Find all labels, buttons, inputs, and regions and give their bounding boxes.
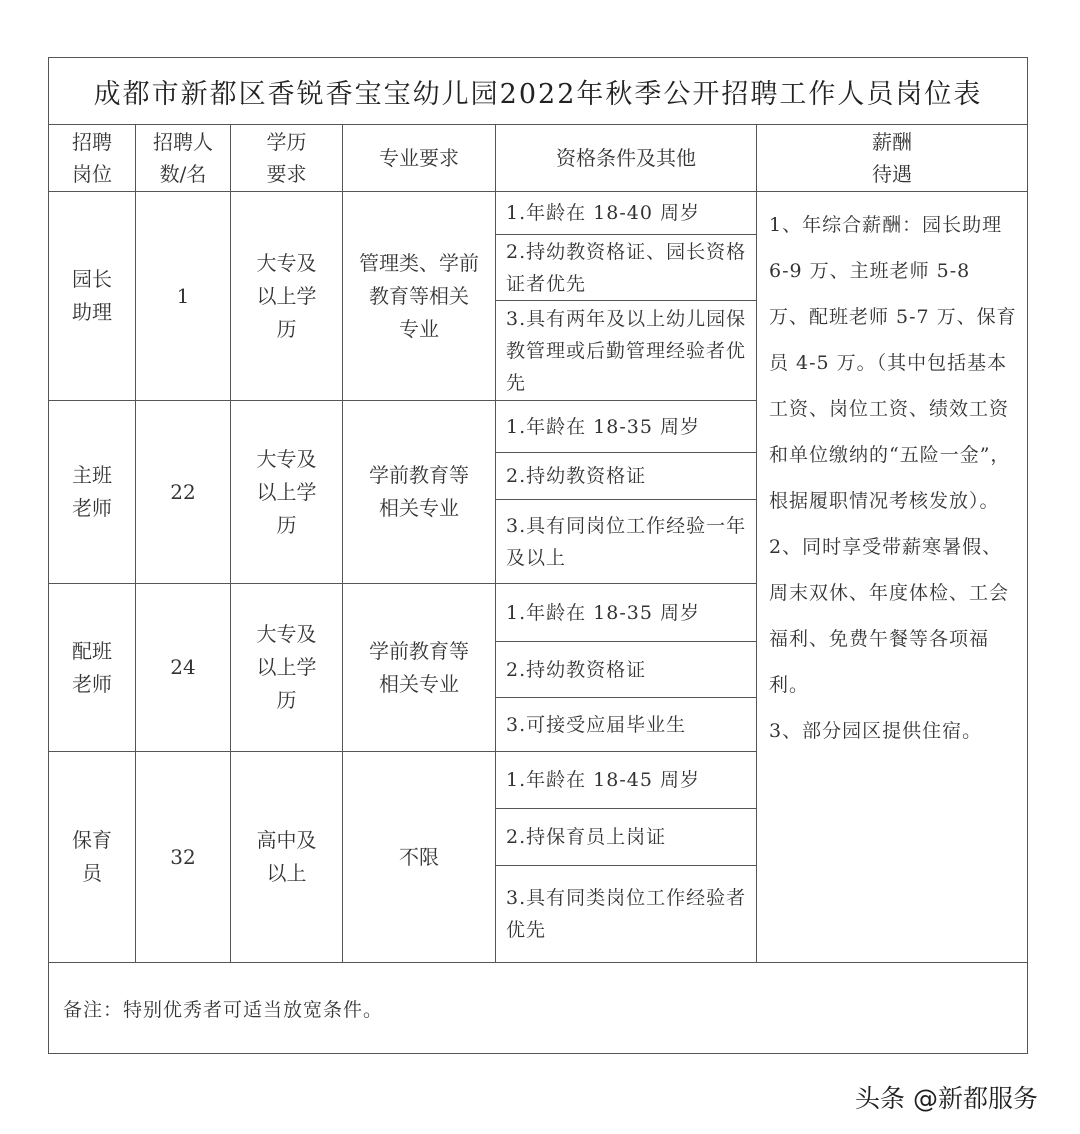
header-post: 招聘 岗位 [49,125,136,192]
header-education: 学历 要求 [231,125,343,192]
salary-cell [757,192,1028,963]
requirement-cell: 1.年龄在 18-35 周岁 [496,584,757,642]
recruitment-table [48,57,1028,1054]
requirement-cell: 3.具有两年及以上幼儿园保教管理或后勤管理经验者优先 [496,301,757,401]
requirement-cell: 2.持幼教资格证 [496,642,757,698]
table-title: 成都市新都区香锐香宝宝幼儿园2022年秋季公开招聘工作人员岗位表 [49,58,1028,125]
education-cell: 大专及 以上学 历 [231,192,343,401]
requirement-cell: 1.年龄在 18-40 周岁 [496,192,757,235]
education-cell: 高中及 以上 [231,752,343,963]
count-cell: 32 [136,752,231,963]
header-qualifications: 资格条件及其他 [496,125,757,192]
count-cell: 24 [136,584,231,752]
major-cell: 不限 [343,752,496,963]
post-cell: 主班 老师 [49,401,136,584]
header-salary: 薪酬 待遇 [757,125,1028,192]
requirement-cell: 2.持保育员上岗证 [496,809,757,866]
post-cell: 保育 员 [49,752,136,963]
salary-item-3: 3、部分园区提供住宿。 [769,720,983,742]
count-cell: 22 [136,401,231,584]
requirement-cell: 3.可接受应届毕业生 [496,698,757,752]
major-cell: 学前教育等 相关专业 [343,401,496,584]
major-cell: 学前教育等 相关专业 [343,584,496,752]
header-count: 招聘人 数/名 [136,125,231,192]
post-cell: 配班 老师 [49,584,136,752]
requirement-cell: 2.持幼教资格证 [496,453,757,500]
requirement-cell: 1.年龄在 18-45 周岁 [496,752,757,809]
salary-item-2: 2、同时享受带薪寒暑假、周末双休、年度体检、工会福利、免费午餐等各项福利。 [769,536,1010,696]
post-cell: 园长 助理 [49,192,136,401]
education-cell: 大专及 以上学 历 [231,401,343,584]
requirement-cell: 2.持幼教资格证、园长资格证者优先 [496,235,757,301]
requirement-cell: 3.具有同岗位工作经验一年及以上 [496,500,757,584]
salary-item-1: 1、年综合薪酬：园长助理 6-9 万、主班老师 5-8 万、配班老师 5-7 万、保育员 4-5 万。（其中包括基本工资、岗位工资、绩效工资和单位缴纳的“五险一金”，根据履职情况考核发放）。 [769,214,1017,512]
header-major: 专业要求 [343,125,496,192]
source-watermark: 头条 @新都服务 [855,1084,1038,1113]
major-cell: 管理类、学前 教育等相关 专业 [343,192,496,401]
count-cell: 1 [136,192,231,401]
recruitment-table-frame [48,57,1027,1054]
requirement-cell: 1.年龄在 18-35 周岁 [496,401,757,453]
requirement-cell: 3.具有同类岗位工作经验者优先 [496,866,757,963]
remark-note: 备注：特别优秀者可适当放宽条件。 [49,963,1028,1054]
education-cell: 大专及 以上学 历 [231,584,343,752]
